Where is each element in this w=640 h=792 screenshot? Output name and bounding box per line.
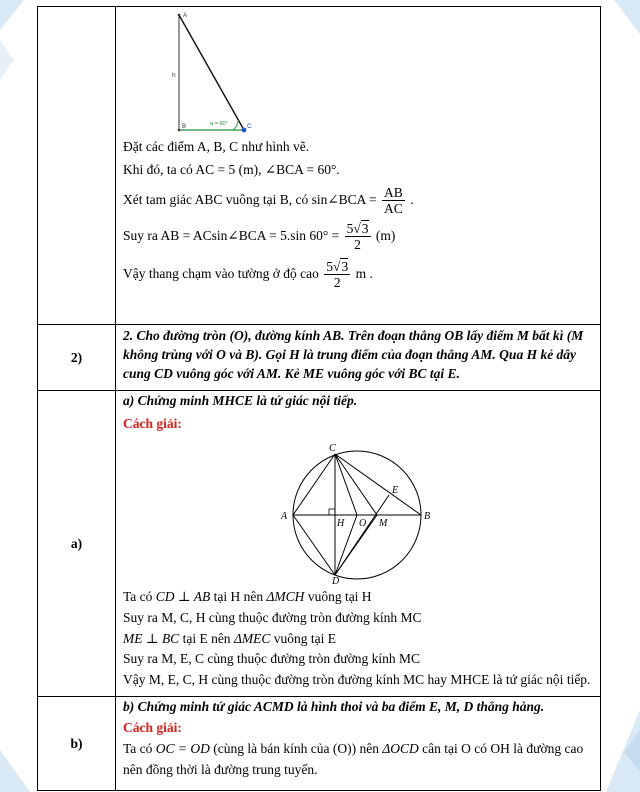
solution-table	[37, 6, 601, 791]
label-d: D	[332, 575, 340, 585]
circle-geometry-figure	[273, 435, 433, 585]
corner-decoration-top-left	[0, 0, 40, 80]
label-c: C	[329, 442, 336, 454]
text-fragment: 5√	[326, 258, 341, 274]
row-problem-statement	[116, 325, 601, 391]
text-fragment: Suy ra AB = ACsin∠BCA = 5.sin 60° =	[123, 227, 340, 243]
hypotenuse-ladder	[179, 15, 244, 130]
math-fragment: ME ⊥ BC	[123, 630, 180, 646]
text-fragment: Ta có	[123, 588, 156, 604]
text-line	[123, 589, 600, 606]
text-fragment: Ta có	[123, 740, 156, 756]
fraction-numerator	[324, 259, 350, 276]
row-number: a)	[38, 391, 116, 697]
label-c: C	[247, 123, 252, 130]
label-b: B	[182, 124, 187, 130]
radicand: 3	[361, 220, 369, 236]
label-m: M	[379, 517, 388, 529]
text-line: Suy ra M, E, C cùng thuộc đường tròn đường kính MC	[123, 651, 421, 667]
label-h: h	[172, 72, 176, 79]
text-line	[123, 741, 600, 758]
fraction-denominator: 2	[354, 237, 361, 253]
row-ladder-solution	[116, 7, 601, 325]
math-fragment: ΔOCD	[382, 740, 419, 756]
radicand: 3	[341, 258, 349, 274]
text-line: Đặt các điểm A, B, C như hình vẽ.	[123, 139, 310, 154]
fraction-denominator: AC	[384, 201, 403, 217]
text-line: nên đồng thời là đường trung tuyến.	[123, 761, 318, 777]
text-line: Khi đó, ta có AC = 5 (m), ∠BCA = 60°.	[123, 161, 340, 177]
part-title: b) Chứng minh tứ giác ACMD là hình thoi và ba điểm E, M, D thẳng hàng.	[123, 699, 545, 714]
row-number: 2)	[38, 325, 116, 391]
right-triangle-figure	[163, 9, 253, 135]
text-fragment: (m)	[375, 227, 396, 243]
text-fragment: vuông tại E	[270, 630, 336, 646]
corner-decoration-top-right	[596, 0, 640, 60]
text-fragment: cân tại O có OH là đường cao	[418, 740, 584, 756]
label-b: B	[424, 510, 431, 522]
fraction	[324, 259, 350, 291]
method-heading: Cách giải:	[123, 415, 182, 431]
point-c-dot	[242, 128, 247, 133]
fraction-numerator: AB	[384, 184, 403, 200]
math-fragment: ΔMCH	[266, 588, 305, 604]
label-o: O	[359, 517, 367, 529]
math-fragment: CD ⊥ AB	[155, 588, 211, 604]
text-fragment: tại E nên	[179, 630, 234, 646]
text-line: Vậy M, E, C, H cùng thuộc đường tròn đường kính MC hay MHCE là tứ giác nội tiếp.	[123, 672, 591, 688]
row-number: b)	[38, 697, 116, 791]
row-part-a	[116, 391, 601, 697]
angle-arc	[233, 120, 238, 130]
problem-line: cung CD vuông góc với AM. Kẻ ME vuông góc với BC tại E.	[123, 365, 460, 381]
angle-label: α = 60°	[210, 121, 228, 127]
fraction	[345, 221, 371, 253]
math-fragment: OC = OD	[155, 740, 210, 756]
label-a: A	[281, 510, 288, 522]
text-fragment: m .	[355, 265, 373, 281]
row-part-b	[116, 697, 601, 791]
corner-decoration-bottom-left	[0, 730, 40, 792]
row-number-empty	[38, 7, 116, 325]
text-fragment: Vậy thang chạm vào tường ở độ cao	[123, 265, 319, 281]
text-fragment: .	[410, 191, 414, 207]
text-line	[123, 631, 600, 648]
text-line	[123, 221, 600, 253]
fraction-numerator	[345, 221, 371, 238]
text-line	[123, 259, 600, 291]
text-fragment: Xét tam giác ABC vuông tại B, có sin∠BCA =	[123, 191, 377, 207]
method-heading: Cách giải:	[123, 719, 182, 735]
label-h: H	[337, 517, 345, 529]
text-fragment: (cùng là bán kính của (O)) nên	[209, 740, 383, 756]
label-e: E	[392, 484, 399, 496]
text-fragment: 5√	[346, 220, 361, 236]
text-fragment: tại H nên	[210, 588, 267, 604]
part-title: a) Chứng minh MHCE là tứ giác nội tiếp.	[123, 393, 358, 408]
label-a: A	[183, 13, 188, 19]
problem-line: 2. Cho đường tròn (O), đường kính AB. Trên đoạn thẳng OB lấy điểm M bất kì (M	[123, 328, 584, 343]
text-line	[123, 185, 600, 217]
text-line: Suy ra M, C, H cùng thuộc đường tròn đường kính MC	[123, 609, 422, 625]
corner-decoration-bottom-right	[600, 700, 640, 792]
text-fragment: vuông tại H	[304, 588, 372, 604]
math-fragment: ΔMEC	[233, 630, 271, 646]
fraction	[382, 185, 405, 217]
fraction-denominator: 2	[333, 275, 341, 291]
problem-line: không trùng với O và B). Gọi H là trung điểm của đoạn thẳng AM. Qua H kẻ dây	[123, 346, 577, 362]
